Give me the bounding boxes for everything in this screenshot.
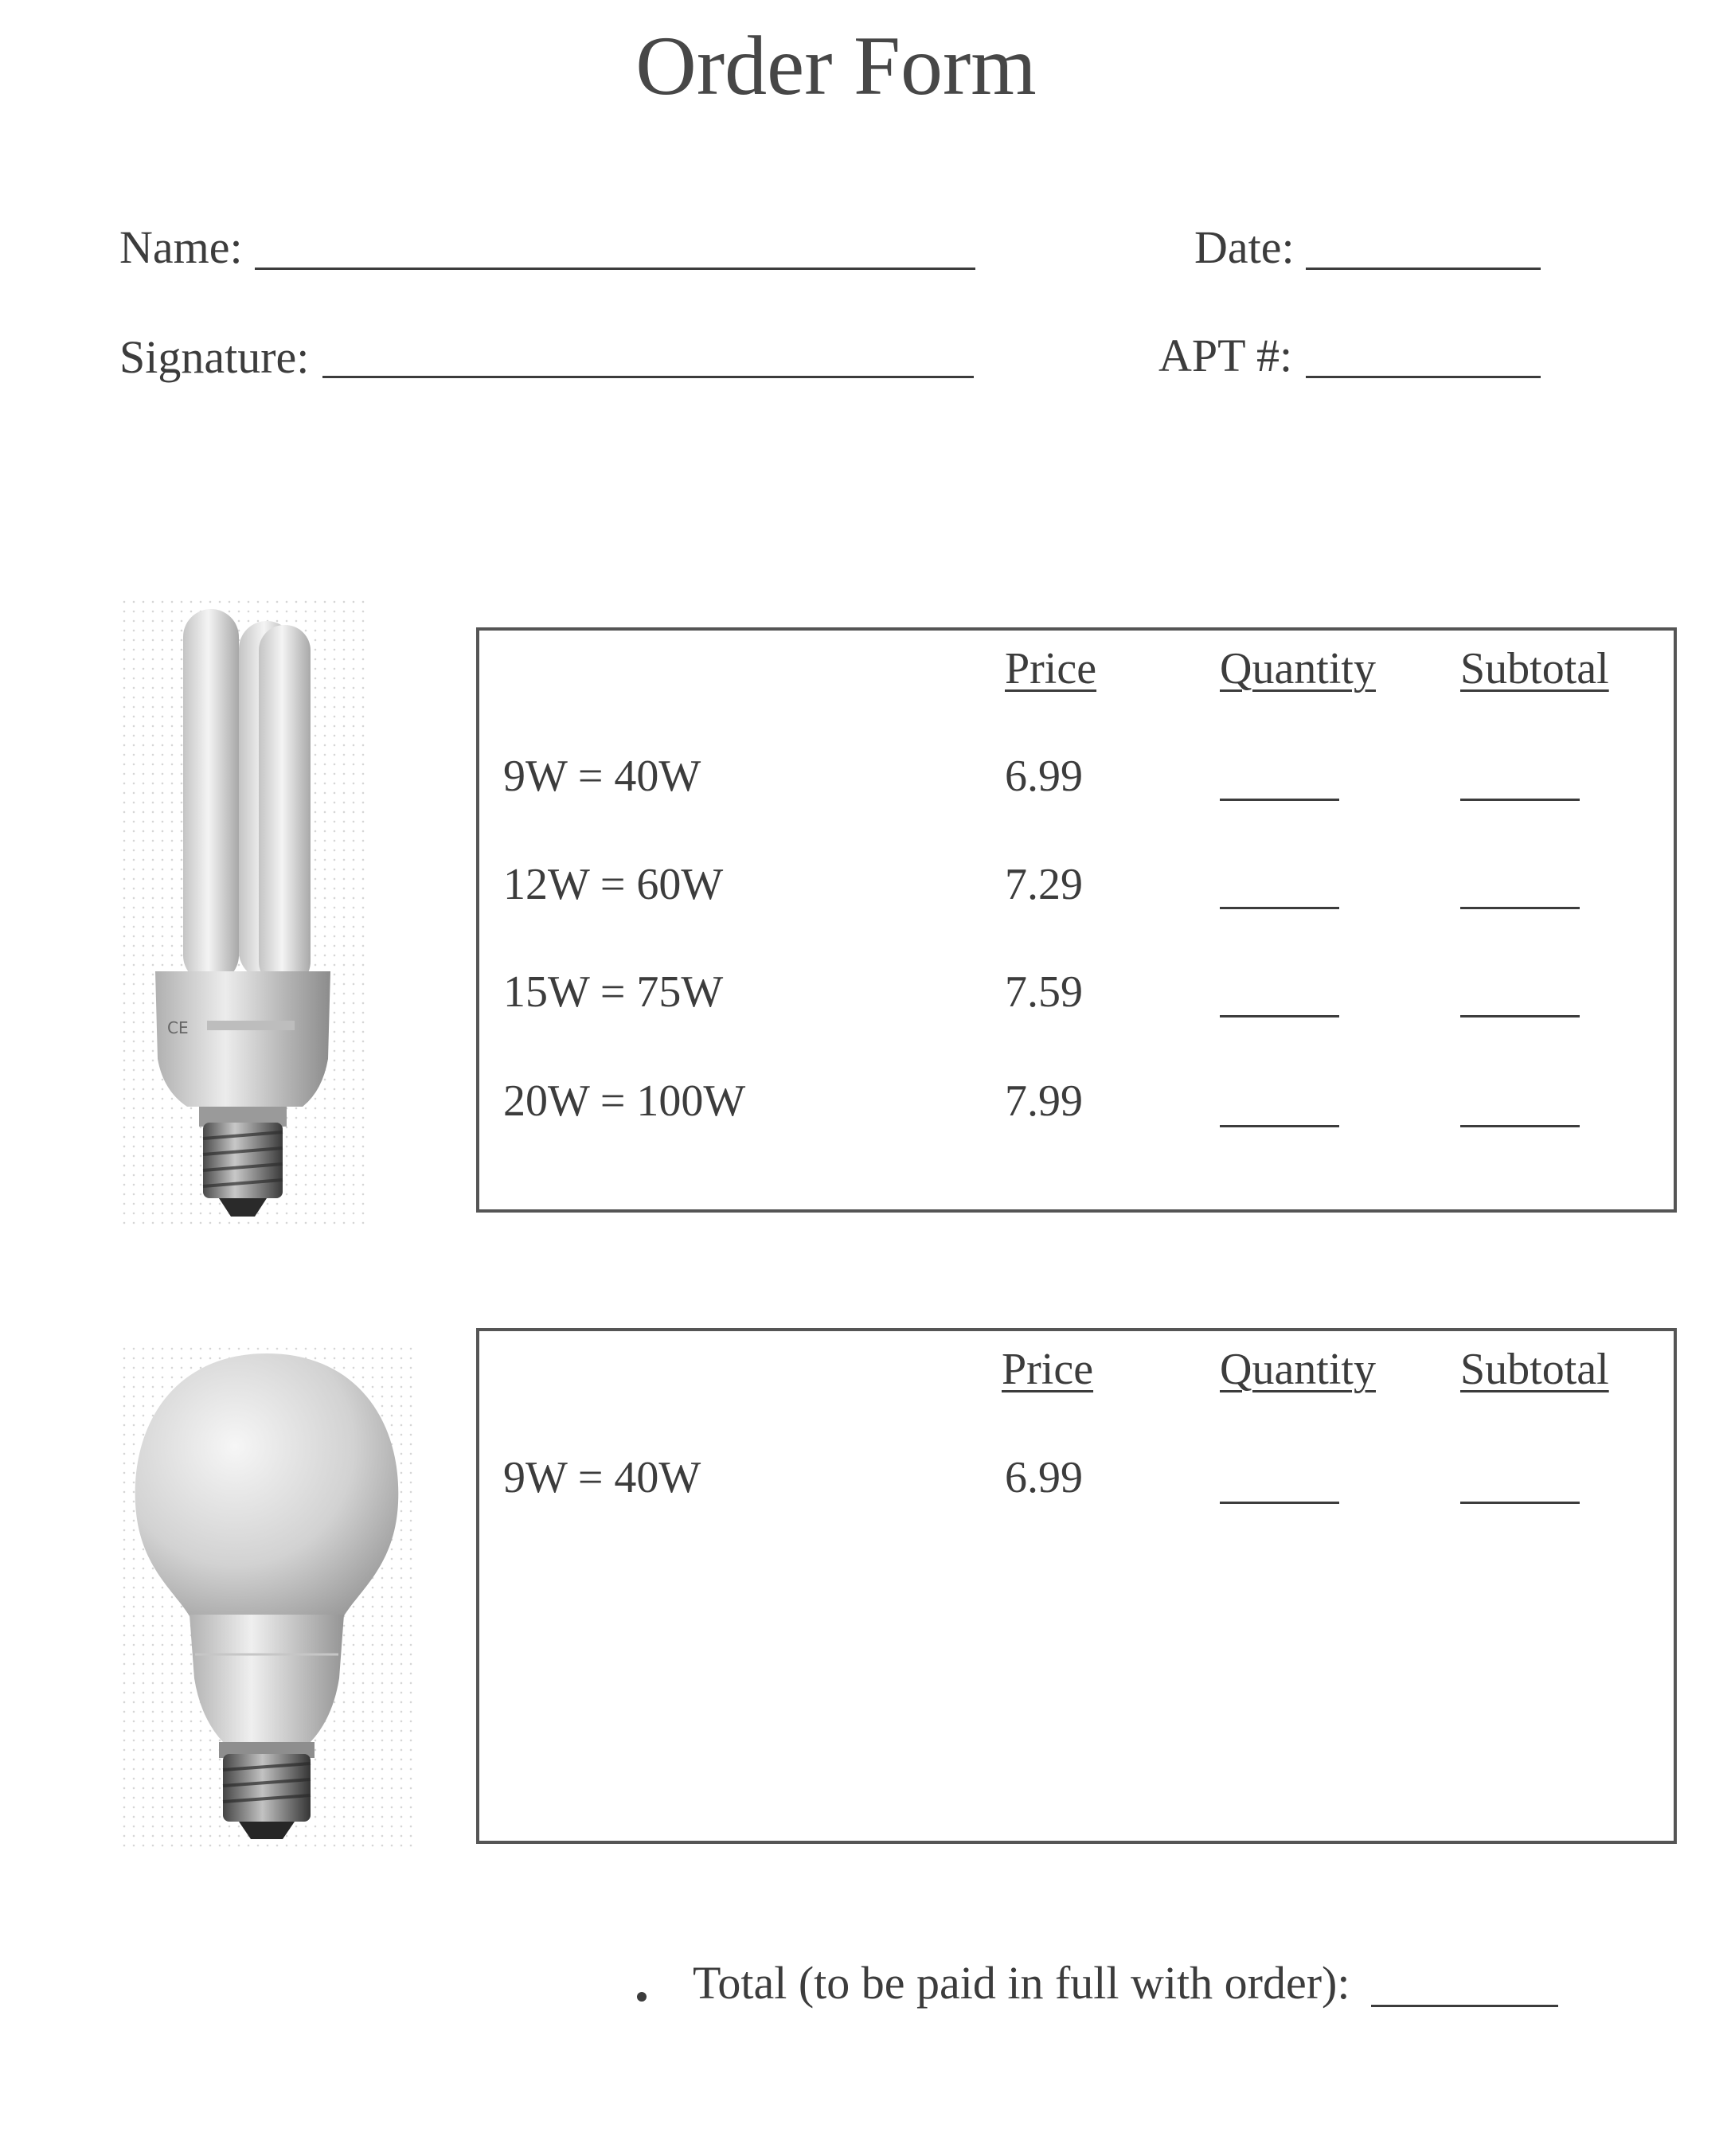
quantity-field[interactable]	[1220, 1502, 1339, 1504]
bullet-dot	[637, 1992, 647, 2002]
subtotal-header: Subtotal	[1460, 644, 1609, 693]
cfl-tube-bulb-image	[119, 597, 366, 1226]
row-label: 9W = 40W	[503, 752, 701, 801]
order-table-globe-bulbs	[476, 1328, 1677, 1844]
apt-field[interactable]	[1306, 376, 1541, 378]
row-label: 15W = 75W	[503, 967, 724, 1017]
ce-mark: CE	[167, 1018, 189, 1037]
price-header: Price	[1002, 1345, 1094, 1394]
subtotal-field[interactable]	[1460, 1015, 1580, 1017]
name-label: Name:	[119, 221, 243, 273]
apt-label: APT #:	[1158, 330, 1293, 381]
quantity-header: Quantity	[1220, 644, 1376, 693]
date-label: Date:	[1194, 221, 1295, 273]
signature-label: Signature:	[119, 331, 310, 383]
total-field[interactable]	[1371, 2005, 1558, 2007]
subtotal-header: Subtotal	[1460, 1345, 1609, 1394]
row-price: 6.99	[1005, 752, 1083, 801]
subtotal-field[interactable]	[1460, 1502, 1580, 1504]
quantity-field[interactable]	[1220, 799, 1339, 801]
price-header: Price	[1005, 644, 1097, 693]
subtotal-field[interactable]	[1460, 1125, 1580, 1127]
name-field[interactable]	[255, 268, 975, 270]
row-price: 7.59	[1005, 967, 1083, 1017]
globe-bulb-image	[119, 1344, 414, 1847]
signature-field[interactable]	[322, 376, 974, 378]
row-label: 20W = 100W	[503, 1076, 746, 1126]
cfl-tube-bulb-icon	[119, 597, 366, 1226]
subtotal-field[interactable]	[1460, 907, 1580, 909]
row-price: 6.99	[1005, 1453, 1083, 1502]
subtotal-field[interactable]	[1460, 799, 1580, 801]
globe-bulb-icon	[119, 1344, 414, 1847]
row-label: 12W = 60W	[503, 860, 724, 909]
total-label: Total (to be paid in full with order):	[693, 1957, 1350, 2009]
quantity-field[interactable]	[1220, 1015, 1339, 1017]
row-price: 7.99	[1005, 1076, 1083, 1126]
page-title: Order Form	[635, 19, 1037, 112]
quantity-field[interactable]	[1220, 907, 1339, 909]
date-field[interactable]	[1306, 268, 1541, 270]
row-price: 7.29	[1005, 860, 1083, 909]
quantity-header: Quantity	[1220, 1345, 1376, 1394]
row-label: 9W = 40W	[503, 1453, 701, 1502]
quantity-field[interactable]	[1220, 1125, 1339, 1127]
